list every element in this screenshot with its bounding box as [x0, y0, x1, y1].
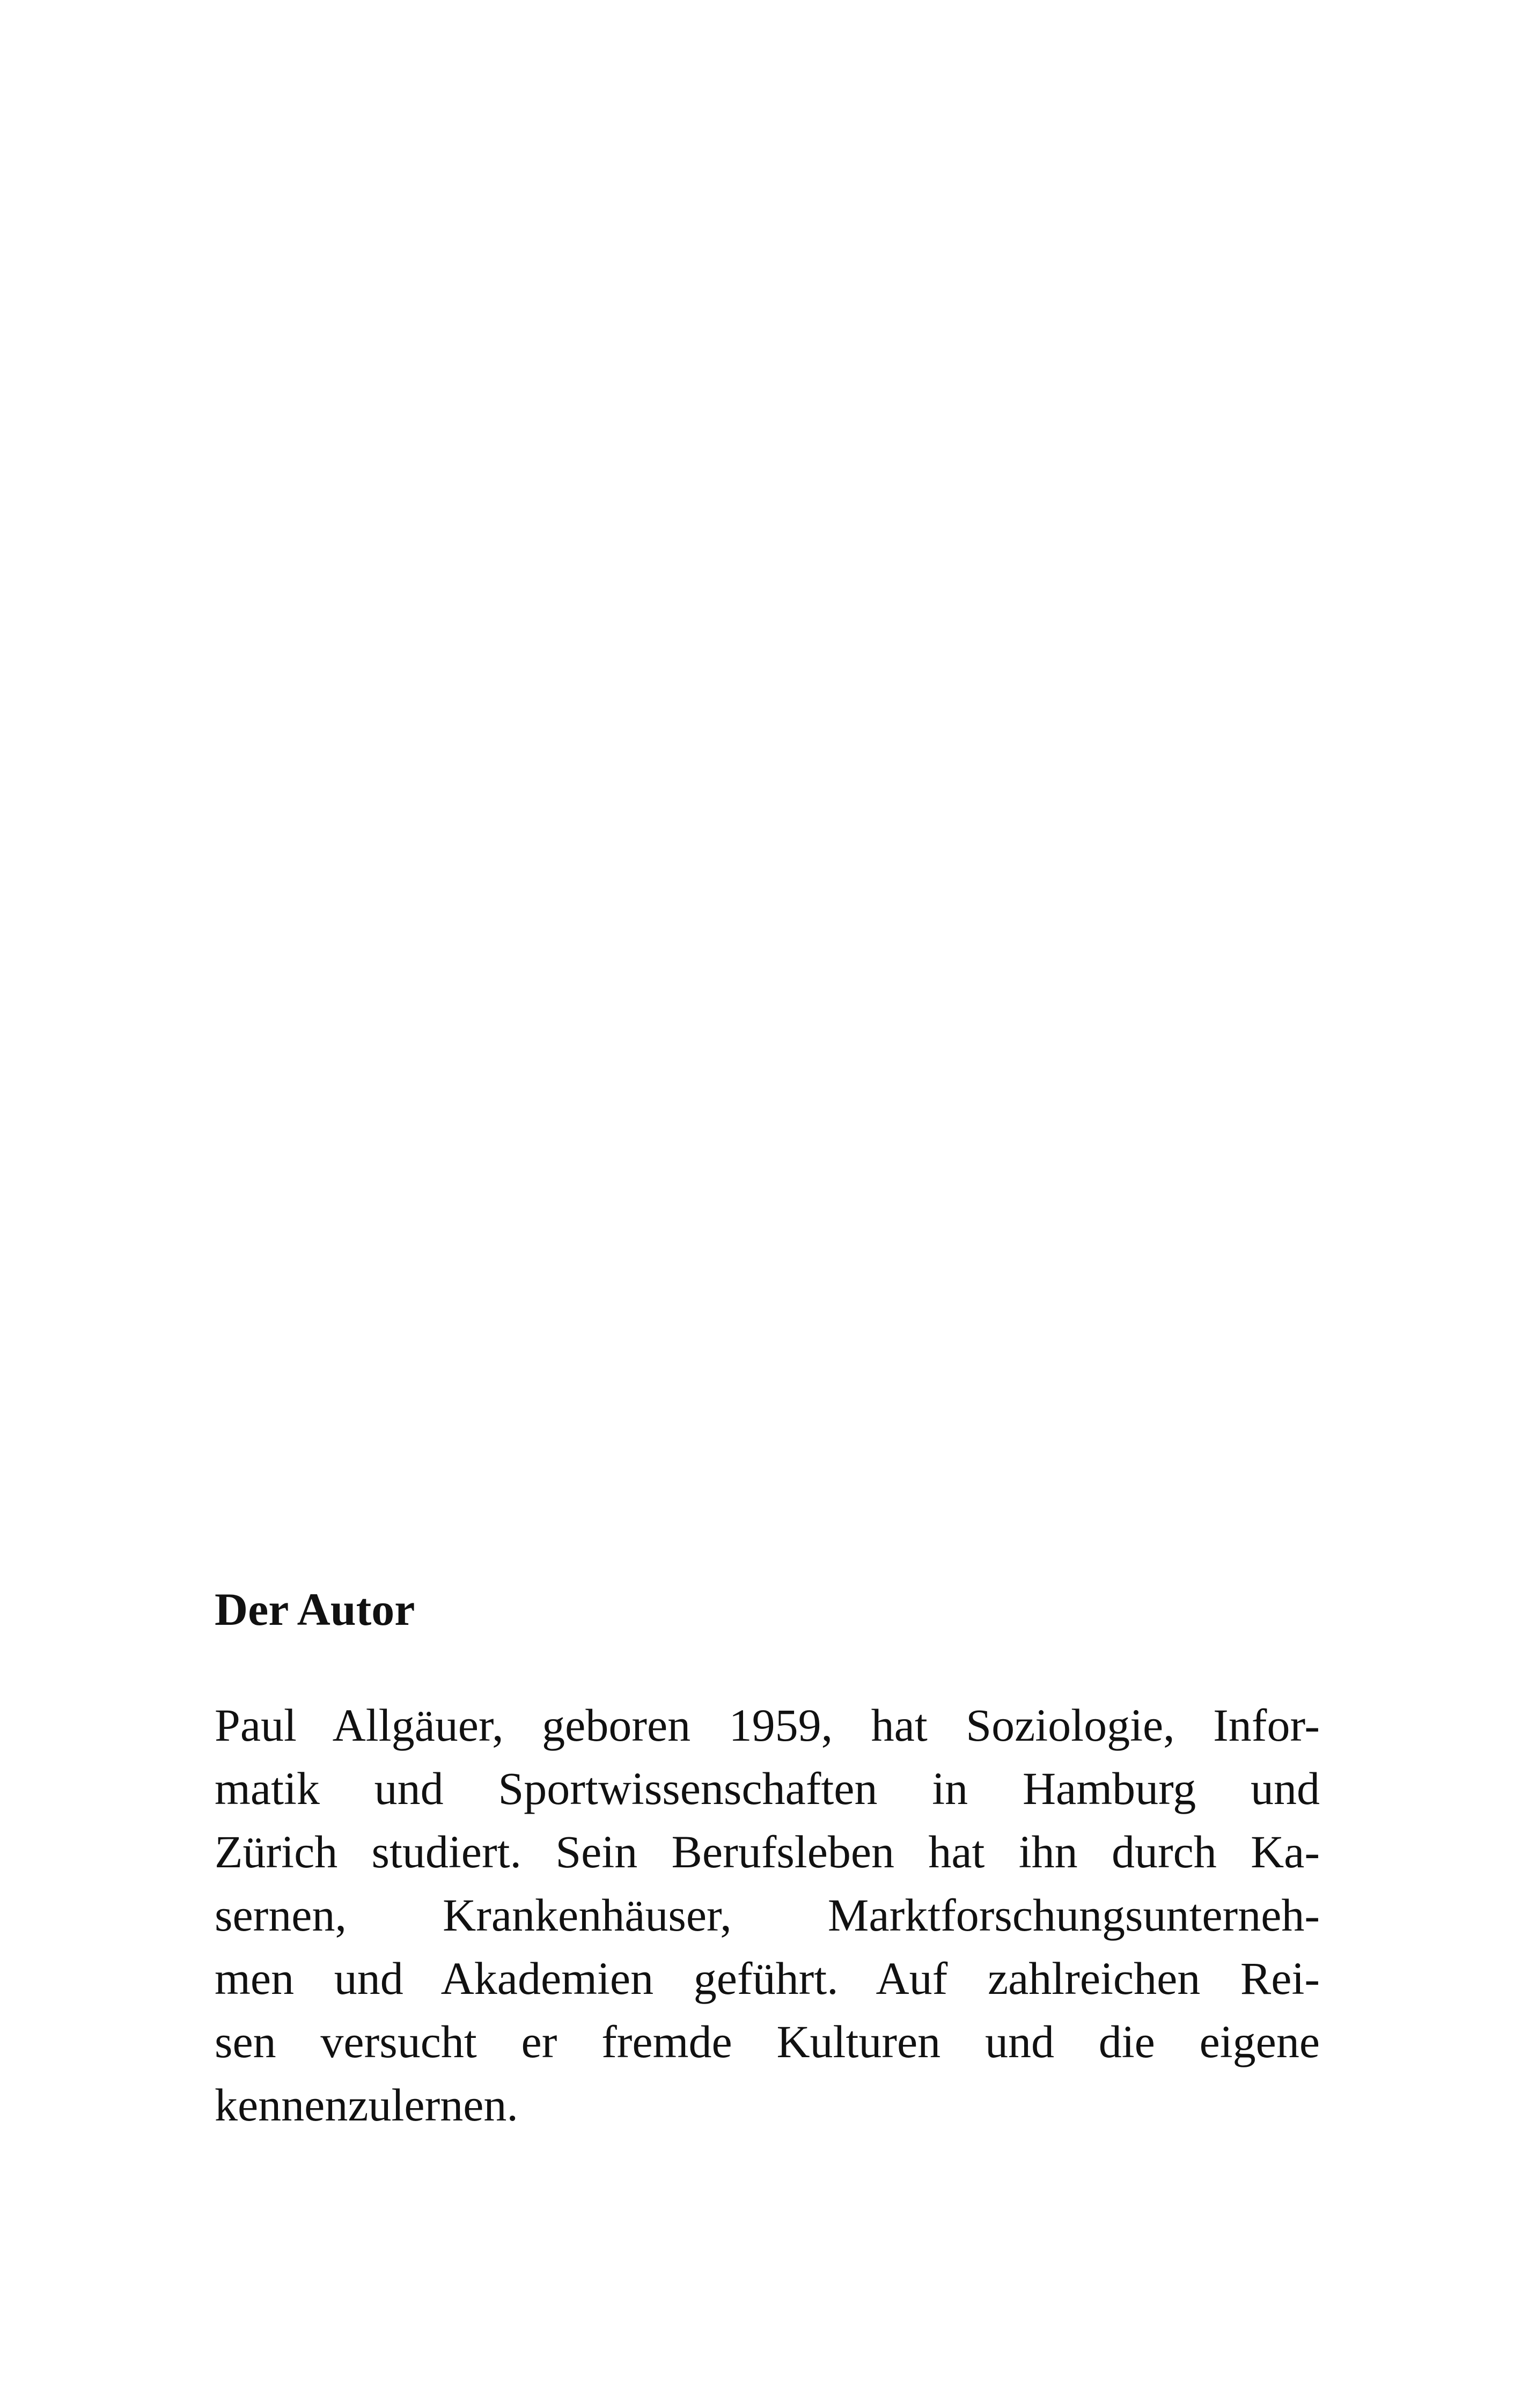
author-section [215, 1574, 1320, 2137]
bio-line: sernen, Krankenhäuser, Marktforschungsunterneh- [215, 1889, 1320, 1941]
bio-line: kennenzulernen. [215, 2079, 518, 2131]
bio-line: men und Akademien geführt. Auf zahlreichen Rei- [215, 1953, 1320, 2004]
bio-line: Zürich studiert. Sein Berufsleben hat ihn durch Ka- [215, 1826, 1320, 1877]
bio-line: Paul Allgäuer, geboren 1959, hat Soziologie, Infor- [215, 1699, 1320, 1751]
bio-line: matik und Sportwissenschaften in Hamburg und [215, 1763, 1320, 1814]
section-heading: Der Autor [215, 1584, 415, 1635]
author-bio [215, 1693, 1320, 2137]
bio-line: sen versucht er fremde Kulturen und die eigene [215, 2016, 1320, 2067]
